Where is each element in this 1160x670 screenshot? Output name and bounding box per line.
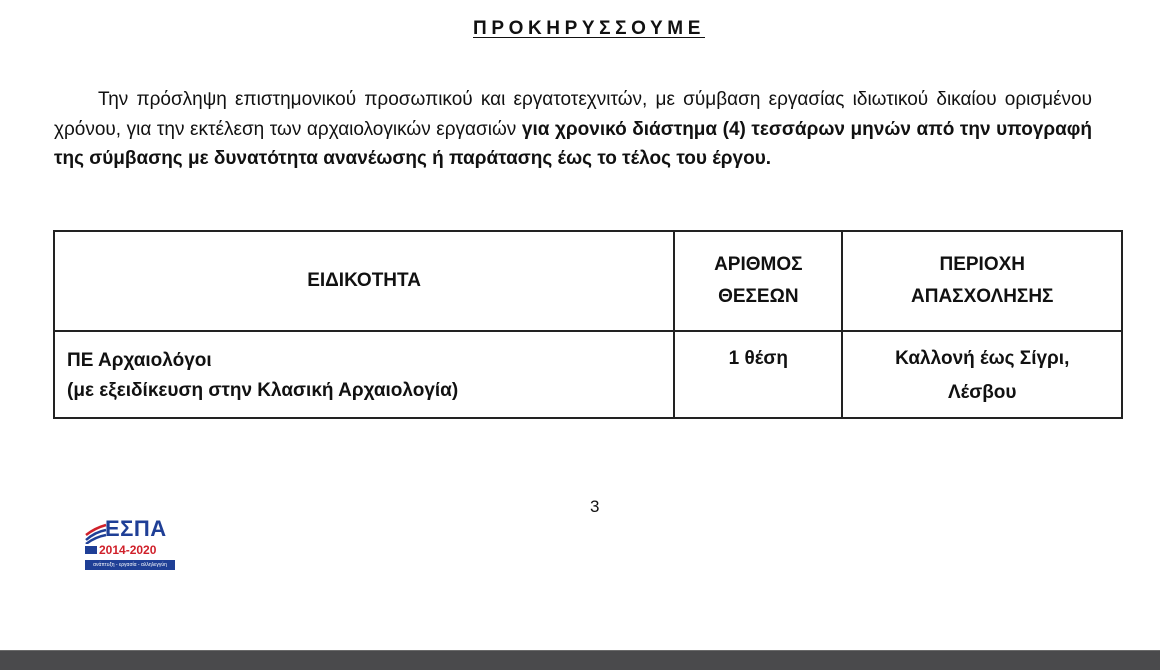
area-line1: Καλλονή έως Σίγρι,	[895, 348, 1070, 369]
espa-swoosh-icon	[85, 522, 107, 544]
header-positions	[674, 231, 842, 331]
specialty-title: ΠΕ Αρχαιολόγοι	[67, 350, 212, 371]
paragraph-normal-text: Την πρόσληψη επιστημονικού προσωπικού και εργατοτεχνιτών, με σύμβαση εργασίας ιδιωτικού δικαίου ορισμένου χρόνου, για την εκτέλεση των αρχαιολογικών εργασιών	[54, 89, 1092, 140]
document-heading: ΠΡΟΚΗΡΥΣΣΟΥΜΕ	[473, 18, 705, 39]
header-positions-line1: ΑΡΙΘΜΟΣ	[714, 254, 803, 275]
specialty-detail: (με εξειδίκευση στην Κλασική Αρχαιολογία)	[67, 380, 459, 401]
table-row	[54, 331, 1122, 418]
announcement-paragraph	[54, 85, 1092, 174]
header-specialty	[54, 231, 674, 331]
area-line2: Λέσβου	[947, 382, 1017, 403]
header-positions-line2: ΘΕΣΕΩΝ	[718, 286, 799, 307]
cell-positions	[674, 331, 842, 418]
header-specialty-label: ΕΙΔΙΚΟΤΗΤΑ	[307, 270, 421, 291]
viewer-bottom-bar	[0, 650, 1160, 670]
header-area-line2: ΑΠΑΣΧΟΛΗΣΗΣ	[911, 286, 1054, 307]
espa-logo-tagline: ανάπτυξη - εργασία - αλληλεγγύη	[85, 560, 175, 570]
cell-area	[842, 331, 1122, 418]
paragraph-bold-text: για χρονικό διάστημα (4) τεσσάρων μηνών από την υπογραφή της σύμβασης με δυνατότητα ανανέωσης ή παράτασης έως το τέλος του έργου.	[54, 118, 1092, 169]
espa-logo-title: ΕΣΠΑ	[105, 516, 167, 541]
espa-logo	[85, 518, 177, 574]
positions-count: 1 θέση	[728, 348, 788, 369]
table-header-row	[54, 231, 1122, 331]
header-area-line1: ΠΕΡΙΟΧΗ	[939, 254, 1025, 275]
positions-table	[53, 230, 1123, 419]
espa-logo-years: 2014-2020	[99, 543, 157, 557]
eu-flag-icon	[85, 546, 97, 554]
header-area	[842, 231, 1122, 331]
cell-specialty	[54, 331, 674, 418]
page-number: 3	[590, 497, 600, 516]
